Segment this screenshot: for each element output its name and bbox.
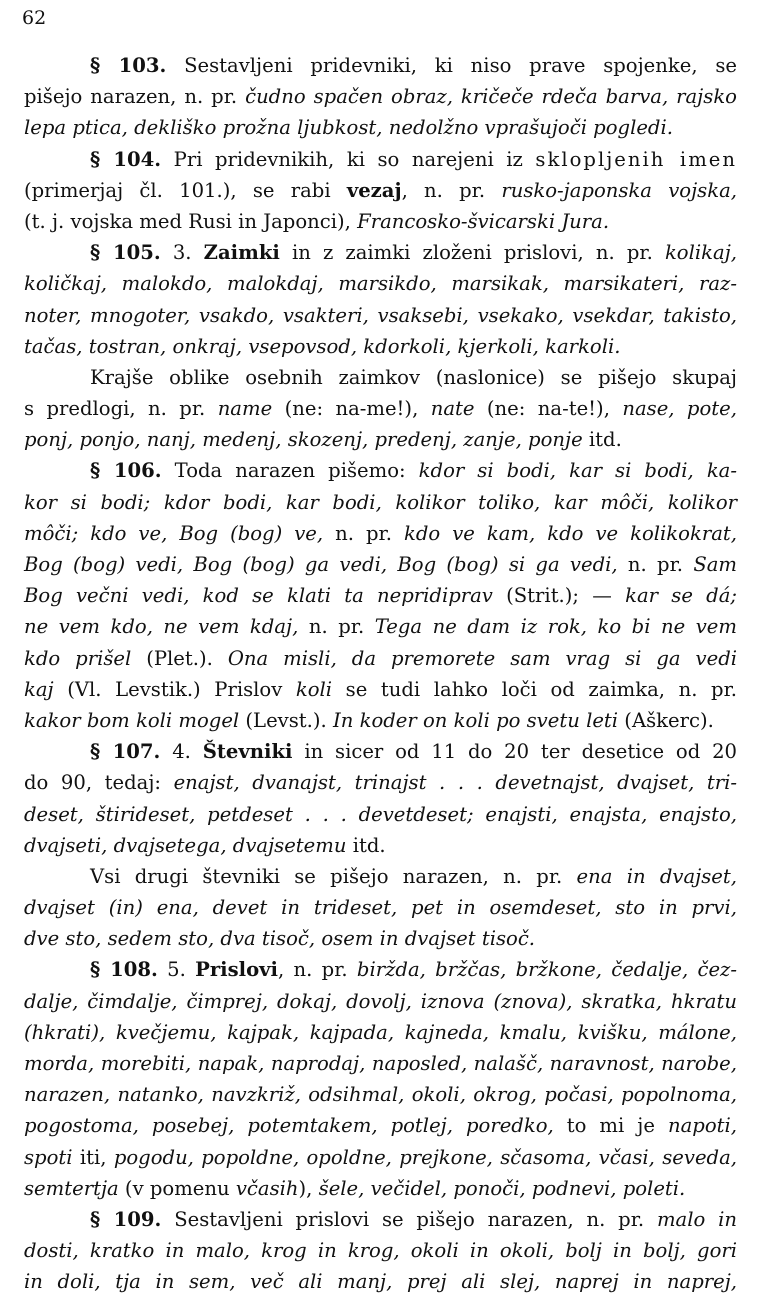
- italic-text: kakor bom koli mogel: [24, 708, 240, 732]
- text-line: [24, 830, 737, 861]
- italic-text: dalje, čimdalje, čimprej, dokaj, dovolj, iznova (znova), skratka, hkratu: [24, 989, 737, 1013]
- text-run: Toda narazen pišemo:: [161, 459, 419, 483]
- text-run: se tudi lahko loči od zaimka, n. pr.: [332, 677, 738, 701]
- text-line: [24, 954, 737, 985]
- italic-text: nase, pote,: [622, 397, 737, 421]
- italic-text: Sam: [693, 553, 737, 576]
- text-run: itd.: [346, 833, 386, 857]
- text-line: [24, 144, 737, 175]
- text-run: s predlogi, n. pr.: [24, 397, 218, 421]
- text-line: [24, 300, 737, 331]
- text-run: Pri pridevnikih, ki so narejeni iz: [161, 147, 536, 171]
- italic-text: In koder on koli po svetu leti: [333, 708, 619, 732]
- text-run: Sestavljeni prislovi se pišejo narazen, n. pr.: [161, 1207, 657, 1231]
- italic-text: pogostoma, posebej, potemtakem, potlej, poredko,: [24, 1114, 554, 1138]
- text-line: [24, 331, 737, 362]
- text-run: n. pr.: [323, 521, 404, 545]
- text-line: [24, 50, 737, 81]
- text-line: [24, 237, 737, 268]
- text-line: [24, 1204, 737, 1235]
- text-run: (t. j. vojska med Rusi in Japonci),: [24, 209, 358, 233]
- italic-text: dvajseti, dvajsetega, dvajsetemu: [24, 833, 347, 857]
- italic-text: deset, štirideset, petdeset . . . devetdeset; enajsti, enajsta, enajsto,: [24, 802, 737, 826]
- italic-text: kdo ve kam, kdo ve kolikokrat,: [403, 521, 738, 545]
- italic-text: dvajset (in) ena, devet in trideset, pet in osemdeset, sto in prvi,: [24, 896, 737, 920]
- bold-text: § 106.: [90, 459, 162, 483]
- text-line: [24, 1142, 737, 1173]
- text-run: pišejo narazen, n. pr.: [24, 85, 246, 109]
- bold-text: vezaj: [346, 178, 402, 202]
- italic-text: malo in: [656, 1207, 737, 1231]
- text-line: [24, 643, 737, 674]
- italic-text: lepa ptica, dekliško prožna ljubkost, nedolžno vprašujoči pogledi.: [24, 116, 673, 140]
- italic-text: semtertja: [24, 1176, 119, 1200]
- text-run: Vsi drugi števniki se pišejo narazen, n. pr.: [90, 864, 577, 888]
- text-run: to mi je: [553, 1114, 668, 1138]
- italic-text: môči; kdo ve, Bog (bog) ve,: [24, 521, 324, 545]
- text-run: (Levst.).: [239, 708, 333, 732]
- text-line: [24, 1235, 737, 1266]
- bold-text: § 103.: [90, 54, 167, 77]
- text-line: [24, 986, 737, 1017]
- text-run: in sicer od 11 do 20 ter desetice od 20: [292, 740, 737, 764]
- italic-text: tačas, tostran, onkraj, vsepovsod, kdorkoli, kjerkoli, karkoli.: [24, 334, 621, 358]
- italic-text: kdor si bodi, kar si bodi, ka-: [418, 459, 737, 483]
- text-line: [24, 393, 737, 424]
- bold-text: § 104.: [90, 147, 162, 171]
- italic-text: narazen, natanko, navzkriž, odsihmal, okoli, okrog, počasi, popolnoma,: [24, 1083, 737, 1107]
- bold-text: § 107.: [90, 740, 161, 764]
- italic-text: kolikaj,: [664, 241, 737, 265]
- spaced-text: sklopljenih imen: [535, 147, 737, 171]
- bold-text: § 109.: [90, 1207, 162, 1231]
- bold-text: § 105.: [90, 241, 161, 265]
- text-line: [24, 175, 737, 206]
- text-line: [24, 1173, 737, 1204]
- italic-text: name: [217, 397, 273, 421]
- text-run: , n. pr.: [401, 178, 502, 202]
- text-line: [24, 861, 737, 892]
- bold-text: § 108.: [90, 958, 158, 982]
- text-line: [24, 81, 737, 112]
- text-run: n. pr.: [298, 615, 375, 639]
- text-line: [24, 799, 737, 830]
- text-line: [24, 923, 737, 954]
- italic-text: nate: [430, 397, 475, 421]
- text-run: (primerjaj čl. 101.), se rabi: [24, 178, 347, 202]
- italic-text: morda, morebiti, napak, naprodaj, naposled, nalašč, naravnost, narobe,: [24, 1052, 737, 1075]
- text-run: (v pomenu: [118, 1176, 236, 1200]
- text-run: in z zaimki zloženi prislovi, n. pr.: [279, 241, 665, 265]
- text-line: [24, 455, 737, 486]
- text-line: [24, 362, 737, 393]
- italic-text: kaj: [24, 677, 54, 701]
- text-line: [24, 1048, 737, 1079]
- bold-text: Prislovi: [195, 958, 278, 982]
- text-line: [24, 518, 737, 549]
- italic-text: količkaj, malokdo, malokdaj, marsikdo, marsikak, marsikateri, raz-: [24, 272, 737, 296]
- italic-text: kor si bodi; kdor bodi, kar bodi, kolikor toliko, kar môči, kolikor: [24, 490, 737, 514]
- text-run: iti,: [72, 1145, 114, 1169]
- text-run: 5.: [157, 958, 196, 982]
- bold-text: Zaimki: [203, 241, 280, 265]
- italic-text: kar se dá;: [625, 584, 737, 608]
- italic-text: rusko-japonska vojska,: [501, 178, 737, 202]
- italic-text: napoti,: [667, 1114, 737, 1138]
- italic-text: biržda, bržčas, bržkone, čedalje, čez-: [356, 958, 737, 982]
- italic-text: enajst, dvanajst, trinajst . . . devetnajst, dvajset, tri-: [173, 771, 737, 795]
- text-run: n. pr.: [617, 553, 694, 576]
- text-line: [24, 206, 737, 237]
- text-line: [24, 580, 737, 611]
- italic-text: Francosko-švicarski Jura.: [357, 209, 610, 233]
- italic-text: Ona misli, da premorete sam vrag si ga vedi: [227, 646, 738, 670]
- italic-text: Bog večni vedi, kod se klati ta nepridiprav: [24, 584, 493, 608]
- italic-text: (hkrati), kvečjemu, kajpak, kajpada, kajneda, kmalu, kvišku, málone,: [24, 1020, 737, 1044]
- text-run: ),: [298, 1176, 319, 1200]
- text-line: [24, 268, 737, 299]
- text-line: [24, 705, 737, 736]
- bold-text: Števniki: [202, 740, 293, 764]
- text-run: Krajše oblike osebnih zaimkov (naslonice) se pišejo skupaj: [90, 365, 737, 389]
- italic-text: ne vem kdo, ne vem kdaj,: [24, 615, 299, 639]
- text-line: [24, 1266, 737, 1297]
- italic-text: ena in dvajset,: [576, 864, 737, 888]
- text-line: [24, 611, 737, 642]
- text-run: (ne: na-me!),: [272, 397, 431, 421]
- text-run: 4.: [160, 740, 203, 764]
- text-run: (Plet.).: [131, 646, 228, 670]
- text-line: [24, 1110, 737, 1141]
- text-line: [24, 674, 737, 705]
- text-run: itd.: [582, 428, 622, 452]
- text-line: [24, 1017, 737, 1048]
- italic-text: čudno spačen obraz, kričeče rdeča barva, rajsko: [245, 85, 737, 109]
- italic-text: in doli, tja in sem, več ali manj, prej ali slej, naprej in naprej,: [24, 1270, 737, 1294]
- text-line: [24, 424, 737, 455]
- italic-text: Tega ne dam iz rok, ko bi ne vem: [374, 615, 737, 639]
- text-line: [24, 892, 737, 923]
- text-run: do 90, tedaj:: [24, 771, 174, 795]
- text-line: [24, 1079, 737, 1110]
- text-line: [24, 487, 737, 518]
- body-text: [24, 50, 737, 1298]
- italic-text: šele, večidel, ponoči, podnevi, poleti.: [318, 1176, 686, 1200]
- text-run: , n. pr.: [278, 958, 357, 982]
- italic-text: spoti: [24, 1145, 73, 1169]
- italic-text: dve sto, sedem sto, dva tisoč, osem in dvajset tisoč.: [24, 927, 536, 951]
- text-run: (Strit.); —: [492, 584, 626, 608]
- italic-text: ponj, ponjo, nanj, medenj, skozenj, predenj, zanje, ponje: [24, 428, 583, 452]
- text-run: Sestavljeni pridevniki, ki niso prave spojenke, se: [166, 54, 737, 77]
- text-line: [24, 767, 737, 798]
- italic-text: dosti, kratko in malo, krog in krog, okoli in okoli, bolj in bolj, gori: [24, 1239, 737, 1263]
- italic-text: kdo prišel: [24, 646, 132, 670]
- page-number: 62: [22, 7, 47, 29]
- italic-text: Bog (bog) vedi, Bog (bog) ga vedi, Bog (bog) si ga vedi,: [24, 553, 618, 576]
- text-line: [24, 736, 737, 767]
- text-line: [24, 112, 737, 143]
- italic-text: pogodu, popoldne, opoldne, prejkone, sčasoma, včasi, seveda,: [113, 1145, 737, 1169]
- italic-text: koli: [295, 677, 333, 701]
- italic-text: noter, mnogoter, vsakdo, vsakteri, vsaksebi, vsekako, vsekdar, takisto,: [24, 303, 737, 327]
- text-run: (Vl. Levstik.) Prislov: [53, 677, 296, 701]
- text-run: 3.: [160, 241, 204, 265]
- text-run: (Aškerc).: [618, 708, 714, 732]
- text-run: (ne: na-te!),: [474, 397, 623, 421]
- text-line: [24, 549, 737, 580]
- italic-text: včasih: [235, 1176, 299, 1200]
